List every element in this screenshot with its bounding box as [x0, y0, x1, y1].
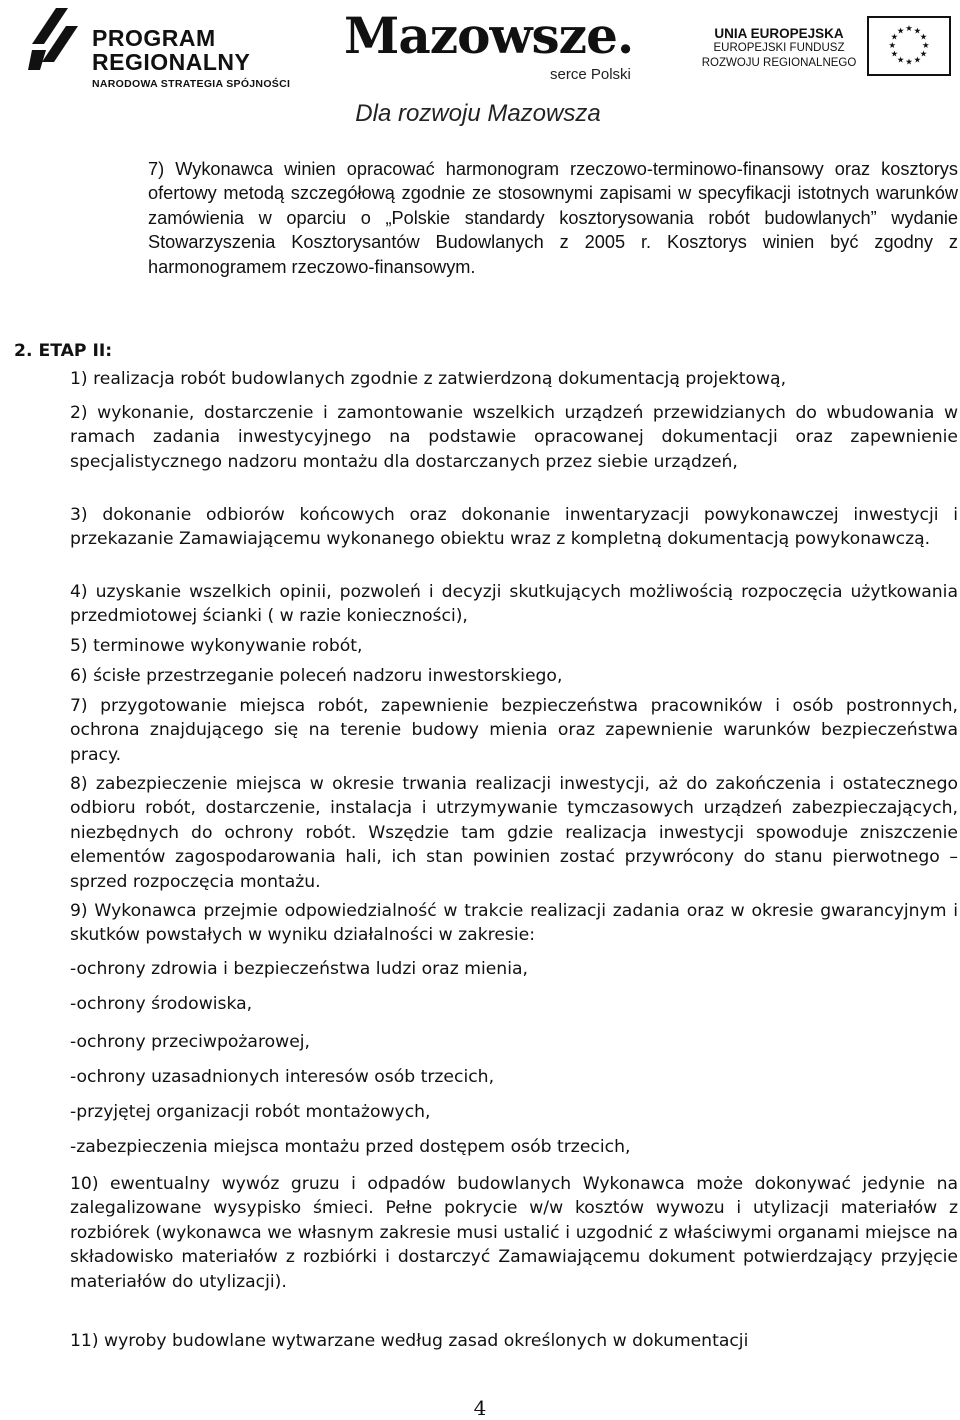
- svg-text:★: ★: [890, 31, 899, 42]
- program-logo-line1: PROGRAM: [92, 25, 216, 51]
- mazowsze-subtitle: serce Polski: [550, 66, 631, 83]
- tagline-text: Dla rozwoju Mazowsza: [355, 100, 601, 127]
- eu-logo-line2: EUROPEJSKI FUNDUSZ: [713, 42, 845, 54]
- list-item: -przyjętej organizacji robót montażowych,: [70, 1102, 431, 1122]
- svg-text:★: ★: [919, 31, 928, 42]
- list-item: -zabezpieczenia miejsca montażu przed dostępem osób trzecich,: [70, 1137, 631, 1157]
- eu-fund-text: [695, 26, 863, 71]
- svg-text:★: ★: [905, 23, 913, 34]
- program-logo-line2: REGIONALNY: [92, 49, 251, 75]
- program-regionalny-wordmark: [92, 26, 250, 74]
- program-logo-subtitle: NARODOWA STRATEGIA SPÓJNOŚCI: [92, 78, 291, 90]
- eu-flag-icon: [867, 16, 951, 76]
- svg-text:★: ★: [896, 25, 905, 36]
- list-item: 9) Wykonawca przejmie odpowiedzialność w trakcie realizacji zadania oraz w okresie gwarancyjnym i skutków powstałych w wyniku działalności w zakresie:: [70, 901, 958, 946]
- program-regionalny-logo: [28, 4, 318, 90]
- list-item: -ochrony uzasadnionych interesów osób trzecich,: [70, 1067, 495, 1087]
- list-item: 2) wykonanie, dostarczenie i zamontowanie wszelkich urządzeń przewidzianych do wbudowania w ramach zadania inwestycyjnego na podstawie opracowanej dokumentacji oraz zapewnienie specjalistycznego nadzoru montażu dla dostarczanych przez siebie urządzeń,: [70, 403, 958, 472]
- list-item: -ochrony środowiska,: [70, 994, 253, 1014]
- page-number: 4: [473, 1396, 487, 1420]
- svg-text:★: ★: [922, 39, 930, 50]
- svg-text:★: ★: [905, 56, 913, 67]
- list-item: 3) dokonanie odbiorów końcowych oraz dokonanie inwentaryzacji powykonawczej inwestycji i przekazanie Zamawiającemu wykonanego obiektu wraz z kompletną dokumentacją powykonawczą.: [70, 505, 958, 550]
- mazowsze-wordmark: Mazowsze.: [344, 6, 634, 65]
- list-item: -ochrony przeciwpożarowej,: [70, 1032, 311, 1052]
- program-regionalny-emblem-icon: [28, 4, 88, 74]
- list-item: 5) terminowe wykonywanie robót,: [70, 636, 363, 656]
- section-heading: 2. ETAP II:: [14, 341, 113, 361]
- svg-text:★: ★: [919, 48, 928, 59]
- svg-text:★: ★: [890, 48, 899, 59]
- list-item: 8) zabezpieczenie miejsca w okresie trwania realizacji inwestycji, aż do zakończenia i ostatecznego odbioru robót, dostarczenie, instalacja i utrzymywanie tymczasowych urządzeń zabezpieczających, niezbędnych do ochrony robót. Wszędzie tam gdzie realizacja inwestycji spowoduje zniszczenie elementów zagospodarowania hali, ich stan powinien zostać przywrócony do stanu pierwotnego – sprzed rozpoczęcia montażu.: [70, 774, 958, 892]
- header-tagline: [0, 100, 960, 128]
- list-item: 1) realizacja robót budowlanych zgodnie z zatwierdzoną dokumentacją projektową,: [70, 369, 787, 389]
- eu-logo-line1: UNIA EUROPEJSKA: [714, 26, 844, 41]
- list-item: 11) wyroby budowlane wytwarzane według zasad określonych w dokumentacji: [70, 1331, 749, 1351]
- mazowsze-logo: [344, 8, 644, 88]
- svg-text:★: ★: [913, 25, 922, 36]
- intro-paragraph: 7) Wykonawca winien opracować harmonogram rzeczowo-terminowo-finansowy oraz kosztorys ofertowy metodą szczegółową zgodnie ze stosownymi zapisami w specyfikacji istotnych warunków zamówienia w oparciu o „Polskie standardy kosztorysowania robót budowlanych” wydanie Stowarzyszenia Kosztorysantów Budowlanych z 2005 r. Kosztorys winien być zgodny z harmonogramem rzeczowo-finansowym.: [148, 159, 958, 277]
- svg-text:★: ★: [913, 54, 922, 65]
- svg-text:★: ★: [888, 39, 896, 50]
- svg-text:★: ★: [896, 54, 905, 65]
- eu-fund-logo: [695, 16, 955, 76]
- list-item: 6) ścisłe przestrzeganie poleceń nadzoru inwestorskiego,: [70, 666, 563, 686]
- list-item: 7) przygotowanie miejsca robót, zapewnienie bezpieczeństwa pracowników i osób postronnych, ochrona znajdującego się na terenie budowy mienia oraz zapewnienie warunków bezpieczeństwa pracy.: [70, 696, 958, 765]
- list-item: 10) ewentualny wywóz gruzu i odpadów budowlanych Wykonawca może dokonywać jedynie na zalegalizowane wysypisko śmieci. Pełne pokrycie w/w kosztów wywozu i utylizacji materiałów z rozbiórek (wykonawca we własnym zakresie musi ustalić i uzgodnić z właściwymi organami miejsce na składowisko materiałów z rozbiórki i dostarczyć Zamawiającemu dokument potwierdzający przyjęcie materiałów do utylizacji).: [70, 1174, 958, 1292]
- eu-logo-line3: ROZWOJU REGIONALNEGO: [701, 57, 857, 69]
- list-item: -ochrony zdrowia i bezpieczeństwa ludzi oraz mienia,: [70, 959, 528, 979]
- page-header: [0, 0, 960, 135]
- list-item: 4) uzyskanie wszelkich opinii, pozwoleń i decyzji skutkujących możliwością rozpoczęcia użytkowania przedmiotowej ścianki ( w razie konieczności),: [70, 582, 958, 627]
